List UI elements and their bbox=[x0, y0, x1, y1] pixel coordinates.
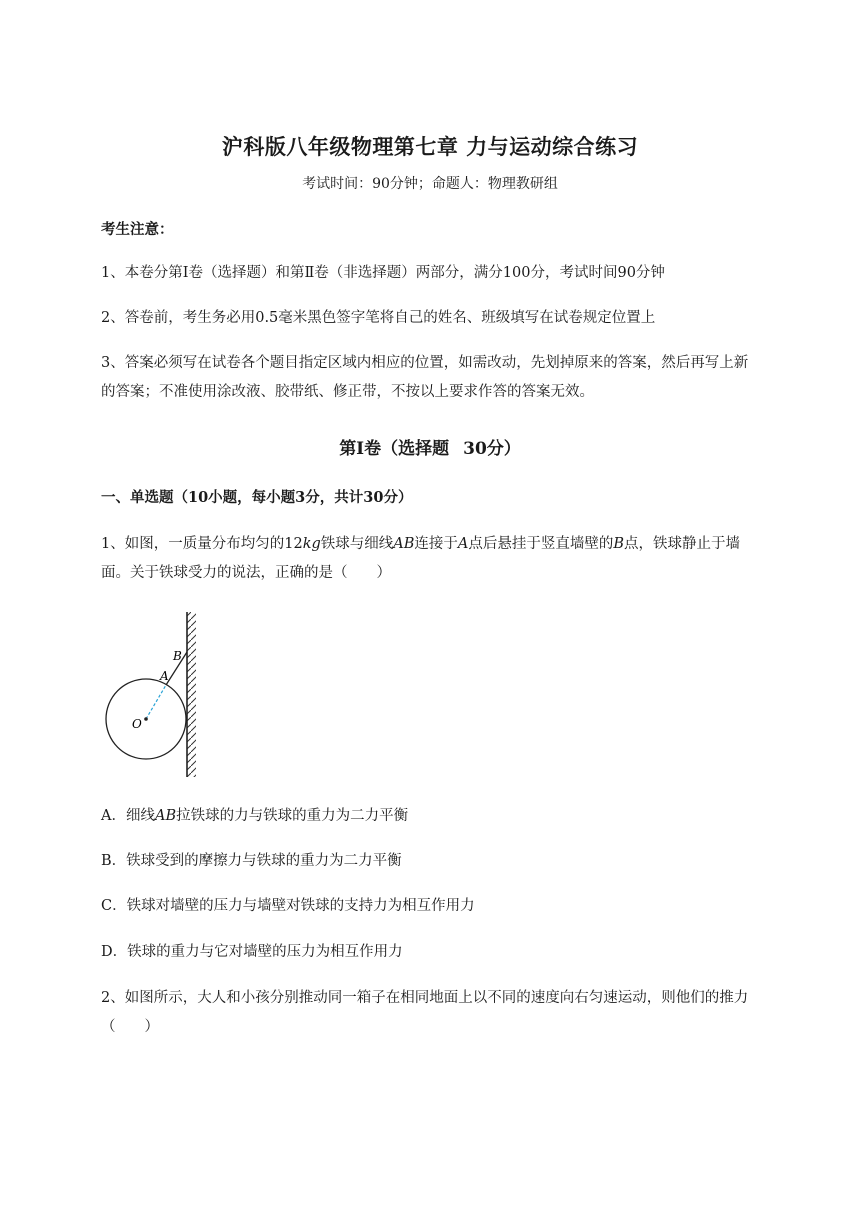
part-heading: 一、单选题（10小题，每小题3分，共计30分） bbox=[101, 489, 413, 506]
option-d: D．铁球的重力与它对墙壁的压力为相互作用力 bbox=[101, 944, 403, 960]
ball-on-wall-figure bbox=[100, 612, 210, 782]
option-a: A．细线AB拉铁球的力与铁球的重力为二力平衡 bbox=[101, 808, 409, 824]
page-title: 沪科版八年级物理第七章 力与运动综合练习 bbox=[221, 134, 639, 159]
notice-item-continued: 的答案；不准使用涂改液、胶带纸、修正带，不按以上要求作答的答案无效。 bbox=[101, 384, 594, 400]
question-2-line-1: 2、如图所示，大人和小孩分别推动同一箱子在相同地面上以不同的速度向右匀速运动，则他们的推力 bbox=[101, 990, 749, 1006]
dashed-radius bbox=[146, 685, 166, 719]
notice-heading: 考生注意： bbox=[101, 221, 174, 238]
notice-item: 1、本卷分第Ⅰ卷（选择题）和第Ⅱ卷（非选择题）两部分，满分100分，考试时间90分钟 bbox=[101, 265, 665, 281]
section-title bbox=[0, 434, 860, 459]
option-b: B．铁球受到的摩擦力与铁球的重力为二力平衡 bbox=[101, 853, 402, 869]
page-subtitle: 考试时间：90分钟；命题人：物理教研组 bbox=[302, 176, 558, 192]
question-1-line-2: 面。关于铁球受力的说法，正确的是（ ） bbox=[101, 565, 391, 581]
label-a: A bbox=[160, 669, 169, 683]
section-title-score: 30分） bbox=[463, 439, 521, 459]
question-2-line-2: （ ） bbox=[101, 1019, 159, 1035]
question-1-line-1: 1、如图，一质量分布均匀的12kg铁球与细线AB连接于A点后悬挂于竖直墙壁的B点，铁球静止于墙 bbox=[101, 536, 741, 552]
center-point bbox=[144, 717, 148, 721]
option-c: C．铁球对墙壁的压力与墙壁对铁球的支持力为相互作用力 bbox=[101, 898, 475, 914]
label-o: O bbox=[132, 717, 142, 731]
label-b: B bbox=[173, 649, 182, 663]
wall-hatching bbox=[187, 612, 196, 777]
notice-item: 2、答卷前，考生务必用0.5毫米黑色签字笔将自己的姓名、班级填写在试卷规定位置上 bbox=[101, 310, 656, 326]
section-title-part: 第Ⅰ卷（选择题 bbox=[339, 439, 450, 459]
notice-item: 3、答案必须写在试卷各个题目指定区域内相应的位置，如需改动，先划掉原来的答案，然后再写上新 bbox=[101, 355, 749, 371]
